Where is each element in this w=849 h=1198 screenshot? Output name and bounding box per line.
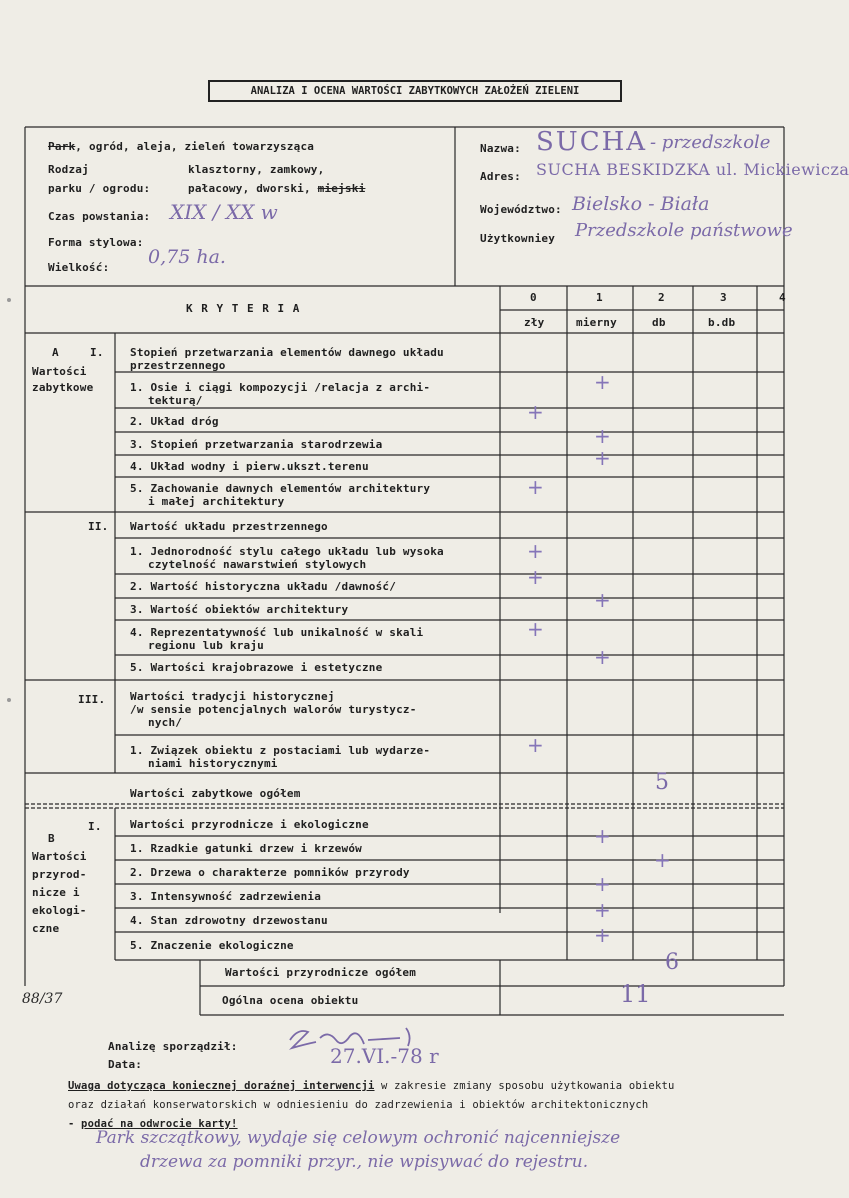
a2-row5: 5. Wartości krajobrazowe i estetyczne: [130, 661, 383, 674]
rodzaj-miejski: miejski: [317, 182, 366, 195]
a1-row1-line1: 1. Osie i ciągi kompozycji /relacja z archi-: [130, 381, 431, 394]
czas-value: XIX / XX w: [170, 200, 278, 224]
uwaga-rest: w zakresie zmiany sposobu użytkowania obiektu: [374, 1080, 675, 1092]
woj-value: Bielsko - Biała: [572, 193, 710, 215]
a-group1-title1: Stopień przetwarzania elementów dawnego układu: [130, 346, 444, 359]
score-mark: +: [527, 733, 544, 757]
rodzaj-label: Rodzaj: [48, 163, 89, 176]
czas-label: Czas powstania:: [48, 210, 151, 223]
b-group-title: Wartości przyrodnicze i ekologiczne: [130, 818, 369, 831]
section-a-name1: Wartości: [32, 365, 87, 378]
woj-label: Województwo:: [480, 203, 562, 216]
nazwa-value-small: - przedszkole: [650, 132, 771, 153]
score-mark: +: [527, 539, 544, 563]
a1-row3: 3. Stopień przetwarzania starodrzewia: [130, 438, 383, 451]
a-group2-roman: II.: [88, 520, 109, 533]
overall-value: 11: [620, 980, 651, 1008]
date-value: 27.VI.-78 r: [330, 1044, 439, 1068]
b-total-value: 6: [665, 950, 679, 975]
uwaga-line3-prefix: -: [68, 1118, 82, 1130]
b-row1: 1. Rzadkie gatunki drzew i krzewów: [130, 842, 362, 855]
score-col-4: 4: [779, 291, 786, 304]
a3-row1-line2: niami historycznymi: [148, 757, 278, 770]
score-mark: +: [594, 446, 611, 470]
wielkosc-value: 0,75 ha.: [148, 246, 226, 268]
score-mark: +: [527, 475, 544, 499]
score-mark: +: [527, 400, 544, 424]
forma-label: Forma stylowa:: [48, 236, 144, 249]
section-a-name2: zabytkowe: [32, 381, 94, 394]
a-total-value: 5: [655, 770, 669, 795]
date-label: Data:: [108, 1058, 143, 1071]
score-mark: +: [527, 617, 544, 641]
uwaga-line1: [68, 1080, 675, 1093]
a1-row5-line1: 5. Zachowanie dawnych elementów architektury: [130, 482, 431, 495]
score-mark: +: [594, 645, 611, 669]
score-mark: +: [594, 424, 611, 448]
a1-row4: 4. Układ wodny i pierw.ukszt.terenu: [130, 460, 369, 473]
nazwa-value-big: SUCHA: [536, 127, 648, 157]
a-group1-title2: przestrzennego: [130, 359, 226, 372]
a2-row2: 2. Wartość historyczna układu /dawność/: [130, 580, 397, 593]
section-a-roman: I.: [90, 346, 104, 359]
nazwa-label: Nazwa:: [480, 142, 521, 155]
section-b-name3: nicze i: [32, 886, 80, 899]
a-group3-title1: Wartości tradycji historycznej: [130, 690, 335, 703]
b-row3: 3. Intensywność zadrzewienia: [130, 890, 322, 903]
a1-row5-line2: i małej architektury: [148, 495, 285, 508]
a-total-label: Wartości zabytkowe ogółem: [130, 787, 301, 800]
handwritten-note-1: Park szczątkowy, wydaje się celowym ochronić najcenniejsze: [96, 1128, 621, 1148]
a2-row1-line2: czytelność nawarstwień stylowych: [148, 558, 367, 571]
uzyt-value: Przedszkole państwowe: [575, 220, 793, 241]
a2-row4-line1: 4. Reprezentatywność lub unikalność w skali: [130, 626, 424, 639]
score-col-3: 3: [720, 291, 727, 304]
score-name-2: db: [652, 316, 666, 329]
score-mark: +: [594, 588, 611, 612]
b-row2: 2. Drzewa o charakterze pomników przyrody: [130, 866, 410, 879]
score-mark: +: [594, 923, 611, 947]
adres-label: Adres:: [480, 170, 521, 183]
park-types: , ogród, aleja, zieleń towarzysząca: [75, 140, 315, 153]
score-mark: +: [594, 898, 611, 922]
a2-row4-line2: regionu lub kraju: [148, 639, 264, 652]
section-b-roman: I.: [88, 820, 102, 833]
criteria-label: K R Y T E R I A: [186, 302, 301, 315]
wielkosc-label: Wielkość:: [48, 261, 110, 274]
score-mark: +: [594, 370, 611, 394]
a1-row2: 2. Układ dróg: [130, 415, 219, 428]
score-mark: +: [527, 565, 544, 589]
a-group3-roman: III.: [78, 693, 106, 706]
a-group3-title2: /w sensie potencjalnych walorów turystycz-: [130, 703, 417, 716]
handwritten-note-2: drzewa za pomniki przyr., nie wpisywać do rejestru.: [140, 1152, 589, 1172]
b-row4: 4. Stan zdrowotny drzewostanu: [130, 914, 328, 927]
score-name-3: b.db: [708, 316, 736, 329]
parku-label: parku / ogrodu:: [48, 182, 151, 195]
uwaga-bold: Uwaga dotycząca koniecznej doraźnej interwencji: [68, 1080, 375, 1092]
uwaga-line2: oraz działań konserwatorskich w odniesieniu do zadrzewienia i obiektów architektonicznych: [68, 1099, 649, 1111]
margin-note: 88/37: [22, 991, 63, 1007]
adres-value: SUCHA BESKIDZKA ul. Mickiewicza: [536, 160, 849, 179]
score-name-0: zły: [524, 316, 545, 329]
a2-row3: 3. Wartość obiektów architektury: [130, 603, 349, 616]
score-col-0: 0: [530, 291, 537, 304]
overall-label: Ogólna ocena obiektu: [222, 994, 359, 1007]
score-mark: +: [654, 848, 671, 872]
section-b-name2: przyrod-: [32, 868, 87, 881]
section-b-name1: Wartości: [32, 850, 87, 863]
a2-row1-line1: 1. Jednorodność stylu całego układu lub wysoka: [130, 545, 444, 558]
prepared-label: Analizę sporządził:: [108, 1040, 238, 1053]
form-title: ANALIZA I OCENA WARTOŚCI ZABYTKOWYCH ZAŁOŻEŃ ZIELENI: [208, 80, 622, 102]
section-b-letter: B: [48, 832, 55, 845]
a-group2-title: Wartość układu przestrzennego: [130, 520, 328, 533]
score-name-1: mierny: [576, 316, 617, 329]
score-col-2: 2: [658, 291, 665, 304]
uzyt-label: Użytkowniey: [480, 232, 556, 245]
score-mark: +: [594, 872, 611, 896]
rodzaj-line2: pałacowy, dworski,: [188, 182, 311, 195]
score-col-1: 1: [596, 291, 603, 304]
park-prefix: Park: [48, 140, 76, 153]
uwaga-line3-bold: podać na odwrocie karty!: [81, 1118, 238, 1130]
b-total-label: Wartości przyrodnicze ogółem: [225, 966, 417, 979]
a1-row1-line2: tekturą/: [148, 394, 203, 407]
section-a-letter: A: [52, 346, 59, 359]
rodzaj-line2-wrap: [188, 182, 365, 195]
b-row5: 5. Znaczenie ekologiczne: [130, 939, 294, 952]
park-type-line: [48, 140, 314, 153]
rodzaj-line1: klasztorny, zamkowy,: [188, 163, 325, 176]
a-group3-title3: nych/: [148, 716, 183, 729]
score-mark: +: [594, 824, 611, 848]
section-b-name5: czne: [32, 922, 60, 935]
section-b-name4: ekologi-: [32, 904, 87, 917]
a3-row1-line1: 1. Związek obiektu z postaciami lub wydarze-: [130, 744, 431, 757]
